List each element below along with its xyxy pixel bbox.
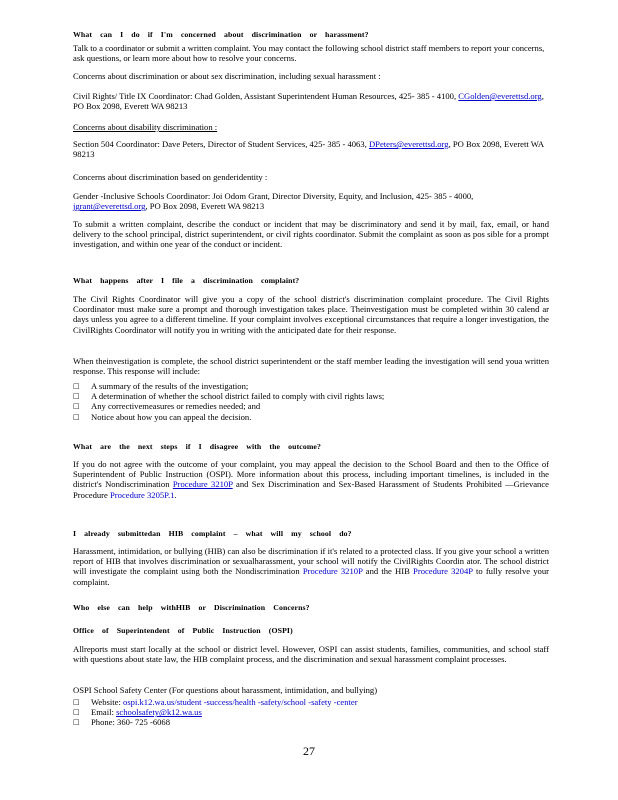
procedure-3204p-link[interactable]: Procedure 3204P <box>413 566 473 577</box>
submit-complaint-paragraph: To submit a written complaint, describe the conduct or incident that may be discriminatory and send it by mail, fax, email, or hand delivery to the school principal, district superintendent, or civil rights coordinator. Submit the complaint as soon as pos sible for a prompt investigation, and within one year of the conduct or incident. <box>73 219 549 250</box>
hib-text-end: to fully resolve your complaint. <box>73 566 549 587</box>
gender-coordinator-email-link[interactable]: jgrant@everettsd.org <box>73 201 146 212</box>
email-label: Email: <box>91 707 114 718</box>
appeal-text-middle: and Sex Discrimination and Sex-Based Harassment of Students Prohibited —Grievance Procedure <box>73 479 549 500</box>
disability-heading: Concerns about disability discrimination : <box>73 122 218 132</box>
list-item <box>73 381 549 391</box>
civil-rights-text: Civil Rights/ Title IX Coordinator: Chad Golden, Assistant Superintendent Human Resources, 425- 385 - 4100, <box>73 91 457 101</box>
bullet-text: Notice about how you can appeal the decision. <box>91 411 252 422</box>
procedure-3210p-link[interactable]: Procedure 3210P <box>172 479 233 490</box>
list-item <box>73 717 549 727</box>
heading-next-steps: What are the next steps if I disagree with the outcome? <box>73 442 321 451</box>
bullet-text: A summary of the results of the investigation; <box>91 381 249 391</box>
checkbox-bullet-icon: □ <box>73 412 80 421</box>
checkbox-bullet-icon: □ <box>73 698 80 706</box>
intro-paragraph: Talk to a coordinator or submit a written complaint. You may contact the following school district staff members to report your concerns, ask questions, or learn more about how to resolve your concerns. <box>73 43 545 64</box>
after-filing-paragraph: The Civil Rights Coordinator will give you a copy of the school district's discrimination complaint procedure. The Civil Rights Coordinator must make sure a prompt and thorough investigation takes place. Theinvestigation must be completed within 30 calend ar days unless you agree to a different timeline. If your complaint involves exceptional circumstances that require a longer investigation, the CivilRights Coordinator will notify you in writing with the anticipated date for their response. <box>73 294 549 335</box>
ospi-website-link[interactable]: ospi.k12.wa.us/student -success/health -safety/school -safety -center <box>123 697 358 707</box>
appeal-paragraph <box>73 459 549 500</box>
investigation-complete-paragraph: When theinvestigation is complete, the school district superintendent or the staff member leading the investigation will send youa written response. This response will include: <box>73 356 549 377</box>
bullet-text: A determination of whether the school district failed to comply with civil rights laws; <box>91 391 385 402</box>
list-item <box>73 391 549 401</box>
procedure-3205p1-link[interactable]: Procedure 3205P.1 <box>110 489 175 500</box>
list-item <box>73 697 549 707</box>
appeal-text-end: . <box>174 489 177 500</box>
heading-after-filing: What happens after I file a discrimination complaint? <box>73 276 300 285</box>
ospi-phone: Phone: 360- 725 -6068 <box>91 717 171 728</box>
checkbox-bullet-icon: □ <box>73 392 80 401</box>
ospi-paragraph: Allreports must start locally at the school or district level. However, OSPI can assist students, families, communities, and school staff with questions about state law, the HIB complaint process, and the discrimination and sexual harassment complaint processes. <box>73 644 549 665</box>
gender-inclusive-coordinator <box>73 191 549 211</box>
website-label: Website: <box>91 697 121 707</box>
procedure-3210p-hib-link[interactable]: Procedure 3210P <box>302 566 363 577</box>
hib-paragraph <box>73 546 549 587</box>
list-item <box>73 707 549 717</box>
section-504-coordinator <box>73 139 549 159</box>
bullet-text: Any correctivemeasures or remedies needed; and <box>91 401 261 412</box>
hib-text-middle: and the HIB <box>365 566 410 577</box>
gender-identity-heading: Concerns about discrimination based on genderidentity : <box>73 172 268 182</box>
ospi-email-link[interactable]: schoolsafety@k12.wa.us <box>116 707 202 718</box>
section-504-text: Section 504 Coordinator: Dave Peters, Director of Student Services, 425- 385 - 4063, <box>73 139 367 149</box>
list-item <box>73 401 549 411</box>
response-bullet-list <box>73 381 549 422</box>
civil-rights-address: , PO Box 2098, Everett WA 98213 <box>73 91 544 112</box>
ospi-contact-list <box>73 697 549 728</box>
checkbox-bullet-icon: □ <box>73 402 80 411</box>
civil-rights-email-link[interactable]: CGolden@everettsd.org <box>458 91 542 101</box>
ospi-subheading: Office of Superintendent of Public Instruction (OSPI) <box>73 626 293 635</box>
checkbox-bullet-icon: □ <box>73 382 80 390</box>
ospi-safety-center-text: OSPI School Safety Center (For questions about harassment, intimidation, and bullying) <box>73 685 378 695</box>
section-504-address: , PO Box 2098, Everett WA 98213 <box>73 139 544 160</box>
heading-hib-complaint: I already submittedan HIB complaint – what will my school do? <box>73 529 352 538</box>
list-item <box>73 412 549 422</box>
heading-who-else-can-help: Who else can help withHIB or Discrimination Concerns? <box>73 603 310 612</box>
hib-text: Harassment, intimidation, or bullying (HIB) can also be discrimination if it's related to a protected class. If you give your school a written report of HIB that involves discrimination or sexualharassment, your school will notify the CivilRights Coordin ator. The school district will investigate the complaint using both the Nondiscrimination <box>73 546 549 577</box>
checkbox-bullet-icon: □ <box>73 718 80 727</box>
gender-coordinator-address: , PO Box 2098, Everett WA 98213 <box>145 201 265 212</box>
concerns-discrimination-text: Concerns about discrimination or about sex discrimination, including sexual harassment : <box>73 71 381 81</box>
appeal-text: If you do not agree with the outcome of your complaint, you may appeal the decision to the School Board and then to the Office of Superintendent of Public Instruction (OSPI). More information about this process, including important timelines, is included in the district's Nondiscrimination <box>73 459 549 490</box>
gender-coordinator-text: Gender -Inclusive Schools Coordinator: Joi Odom Grant, Director Diversity, Equity, and Inclusion, 425- 385 - 4000, <box>73 191 474 201</box>
heading-concerned: What can I do if I'm concerned about discrimination or harassment? <box>73 30 369 39</box>
section-504-email-link[interactable]: DPeters@everettsd.org <box>368 139 449 149</box>
page-number: 27 <box>303 744 315 758</box>
checkbox-bullet-icon: □ <box>73 708 80 717</box>
civil-rights-coordinator <box>73 91 549 111</box>
